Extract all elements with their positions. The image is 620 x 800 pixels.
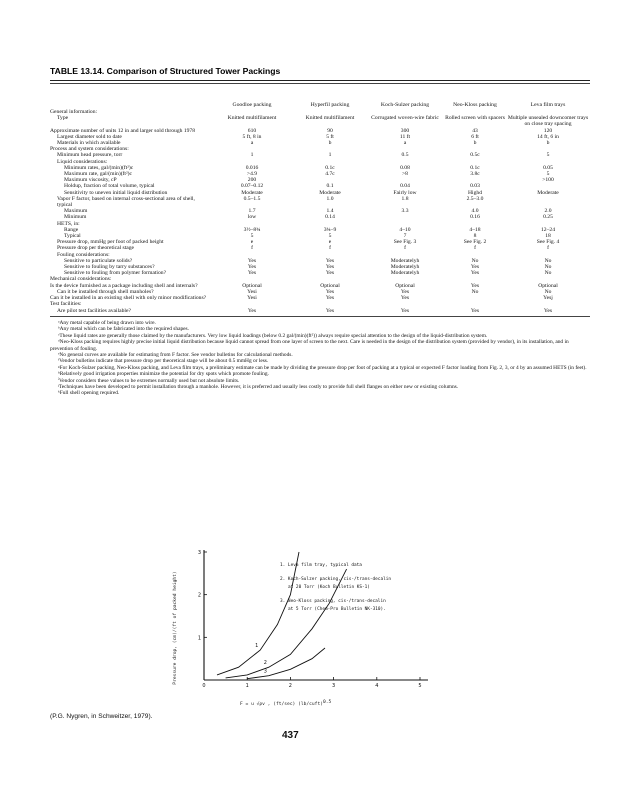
table-cell: Corrugated woven-wire fabric — [371, 115, 439, 122]
table-cell: Yes — [470, 264, 480, 271]
table-cell: 11 ft — [399, 133, 411, 140]
x-tick-label: 2 — [288, 683, 292, 689]
table-cell: 0.25 — [543, 214, 553, 221]
table-cell: Optional — [242, 282, 262, 289]
table-cell: 5 — [328, 233, 332, 240]
table-cell: 7 — [403, 233, 407, 240]
table-cell: 3¾–9 — [323, 226, 337, 233]
x-tick-label: 0 — [202, 683, 206, 689]
table-cell: 0.5c — [470, 152, 480, 159]
table-cell: a — [250, 140, 254, 147]
row-label: Holdup, fraction of total volume, typical — [64, 183, 155, 190]
table-cell: 300 — [400, 127, 410, 134]
table-cell: 0.04 — [400, 183, 410, 190]
row-label: Largest diameter sold to date — [57, 133, 122, 140]
legend-entry: 1. Leva film tray, typical data — [280, 563, 362, 568]
top-rule-inner — [50, 83, 590, 84]
table-cell: 1.7 — [248, 208, 256, 215]
row-label: HETS, in: — [57, 220, 80, 227]
table-cell: b — [473, 140, 477, 147]
row-label: Approximate number of units 12 in and larger sold through 1978 — [50, 127, 196, 134]
table-cell: a — [403, 140, 407, 147]
row-label: Pressure drop per theoretical stage — [57, 245, 135, 252]
table-cell: e — [328, 239, 332, 246]
table-cell: 4.7c — [325, 171, 335, 178]
table-cell: Yes — [247, 257, 257, 264]
table-cell: Moderatelyh — [390, 264, 420, 271]
table-cell: Optional — [538, 282, 558, 289]
table-cell: No — [544, 270, 552, 277]
packings-table — [50, 89, 590, 314]
table-cell: 5 ft, 8 in — [242, 133, 262, 140]
table-cell: 120 — [543, 127, 553, 134]
table-cell: Yes — [247, 264, 257, 271]
table-cell: 0.5–1.5 — [243, 195, 261, 202]
table-cell: 14 ft, 6 in — [537, 133, 559, 140]
row-label: Materials in which available — [57, 140, 121, 147]
table-cell: Yes — [400, 295, 410, 302]
table-cell: See Fig. 4 — [536, 239, 560, 246]
table-cell: Yes — [247, 270, 257, 277]
column-header: Neo-Kloss packing — [453, 101, 497, 108]
x-tick-label: 3 — [332, 683, 336, 689]
table-cell: 0.05 — [543, 164, 553, 171]
table-cell: f — [329, 245, 331, 252]
footnote: ʰRelatively good irrigation properties minimize the potential for dry spots which promote fouling. — [58, 371, 269, 378]
column-header: Leva film trays — [530, 101, 566, 108]
table-row — [50, 196, 590, 208]
table-body — [50, 109, 590, 314]
row-label: Type — [57, 115, 69, 122]
row-label: Maximum — [64, 208, 88, 215]
table-cell: No — [471, 257, 479, 264]
row-label: Maximum rate, gal/(min)(ft²)c — [64, 171, 133, 178]
table-cell: Yes — [470, 307, 480, 314]
table-cell: e — [250, 239, 254, 246]
table-cell: 0.16 — [470, 214, 480, 221]
table-cell: f — [474, 245, 476, 252]
footnote: ᶜThese liquid rates are generally those claimed by the manufacturers. Very low liquid loadings (below 0.2 gal/(min)(ft²)) always require special attention to the design of the liquid-distribution system. — [58, 332, 488, 339]
table-cell: 12–24 — [541, 226, 555, 233]
legend-entry: 2. Koch-Sulzer packing, cis-/trans-decalin — [280, 577, 392, 582]
table-row — [50, 308, 590, 314]
footnote: ᶠVendor bulletins indicate that pressure drop per theoretical stage will be about 0.5 mmHg or less. — [58, 358, 269, 365]
x-tick-label: 5 — [418, 683, 422, 689]
chart-frame — [204, 550, 428, 680]
table-cell: 1 — [250, 152, 254, 159]
table-cell: 0.1c — [325, 164, 335, 171]
column-header — [50, 89, 210, 109]
table-cell: Yesi — [247, 295, 257, 302]
table-cell: 43 — [472, 127, 478, 134]
source-citation: (P.G. Nygren, in Schweitzer, 1979). — [50, 713, 153, 720]
row-label: Typical — [64, 233, 81, 240]
footnote: ᵇAny metal which can be fabricated into the required shapes. — [58, 326, 189, 333]
table-cell: Yes — [543, 307, 553, 314]
row-label: Minimum head pressure, torr — [57, 152, 123, 159]
curve-label: 1 — [255, 643, 259, 650]
table-cell: 18 — [545, 233, 551, 240]
table-cell: 3.8c — [470, 171, 480, 178]
column-header: Goodloe packing — [232, 101, 272, 108]
table-cell: Yes — [325, 264, 335, 271]
table-cell: Yes — [325, 288, 335, 295]
row-label: Can it be installed in an existing shell with only minor modifications? — [50, 295, 207, 302]
table-title: TABLE 13.14. Comparison of Structured Tower Packings — [50, 66, 281, 76]
table-cell: 6 ft — [471, 133, 479, 140]
table-cell: 0.14 — [325, 214, 335, 221]
page-number: 437 — [282, 730, 299, 741]
column-header: Hyperfil packing — [310, 101, 350, 108]
row-label: Sensitive to fouling by tarry substances? — [64, 264, 155, 271]
top-rule — [50, 80, 590, 81]
chart-ticks — [198, 550, 422, 689]
table-cell: Yes — [470, 282, 480, 289]
table-cell: No — [471, 288, 479, 295]
row-label: Is the device furnished as a package including shell and internals? — [50, 282, 198, 289]
y-tick-label: 1 — [197, 635, 201, 642]
footnote: ʲTechniques have been developed to permit installation through a manhole. However, it is preferred and usually less costly to provide full shell flanges on either new or existing columns. — [58, 384, 459, 391]
row-label: Are pilot test facilities available? — [57, 307, 131, 314]
table-cell: 0.1 — [326, 183, 334, 190]
table-cell: Yesj — [543, 295, 553, 302]
table-cell: Optional — [320, 282, 340, 289]
table-cell: b — [328, 140, 332, 147]
table-cell: Moderatelyh — [390, 270, 420, 277]
table-cell: >8 — [402, 171, 408, 178]
chart-curves — [217, 552, 347, 679]
table-cell: 200 — [247, 177, 257, 184]
table-cell — [506, 196, 590, 208]
table-cell: Moderatelyh — [390, 257, 420, 264]
table-cell: 0.1c — [470, 164, 480, 171]
column-header: Koch-Sulzer packing — [380, 101, 430, 108]
table-cell: 2.5–3.0 — [466, 195, 484, 202]
table-cell: No — [544, 288, 552, 295]
row-label: Sensitive to fouling from polymer formation? — [64, 270, 167, 277]
table-cell: 5 — [546, 171, 550, 178]
footnote: ⁱVendor considers these values to be extremes normally used but not absolute limits. — [58, 377, 240, 384]
footnote: ᵍFor Koch-Sulzer packing, Neo-Kloss packing, and Leva film trays, a preliminary estimate can be made by dividing the pressure drop per foot of packing at a typical or expected F factor loading from Fig. 2, 3, or 4 by an assumed HETS (in feet). — [58, 364, 587, 371]
table-cell: Yes — [400, 288, 410, 295]
table-cell: 1 — [328, 152, 332, 159]
row-label: Mechanical considerations: — [50, 276, 112, 283]
legend-entry: at 5 Torr (Chem-Pro Bulletin NK-310). — [288, 607, 386, 612]
row-label: Maximum viscosity, cP — [64, 177, 117, 184]
table-cell: See Fig. 2 — [463, 239, 487, 246]
table-cell: 4.0 — [471, 208, 479, 215]
table-cell: Fairly low — [393, 189, 417, 196]
footnote: ᵏFull shell opening required. — [58, 390, 120, 397]
table-cell: 0.016 — [245, 164, 259, 171]
table-cell: Knitted multifilament — [227, 115, 277, 122]
table-cell: 0.08 — [400, 164, 410, 171]
table-cell: Knitted multifilament — [305, 115, 355, 122]
row-label: Sensitivity to uneven initial liquid distribution — [64, 189, 168, 196]
table-cell: Yes — [325, 307, 335, 314]
table-cell: 3½–8¾ — [243, 226, 261, 233]
table-cell: Yes — [247, 307, 257, 314]
row-label: Process and system considerations: — [50, 146, 129, 153]
curve-label: 3 — [263, 668, 267, 675]
table-cell: 0.03 — [470, 183, 480, 190]
table-cell: 2.0 — [544, 208, 552, 215]
row-label: Can it be installed through shell manholes? — [57, 288, 154, 295]
table-cell: Moderate — [241, 189, 263, 196]
chart-legend — [280, 562, 391, 612]
footnote: ᵈNeo-Kloss packing requires highly precise initial liquid distribution because liquid cannot spread from one layer of screen to the next. Care is needed in the design of the distribution system (provided by vendor), in its installation, and in prevention of fouling. — [50, 339, 569, 352]
table-cell: 8 — [473, 233, 477, 240]
table-cell: Optional — [395, 282, 415, 289]
row-label: Fouling considerations: — [57, 251, 110, 258]
table-cell: 1.4 — [326, 208, 334, 215]
table-cell: 610 — [247, 127, 257, 134]
x-tick-label: 4 — [375, 683, 379, 689]
table-cell: Highd — [468, 189, 482, 196]
bottom-rule — [50, 316, 590, 317]
table-cell: 1.0 — [326, 195, 334, 202]
table-cell: 4–18 — [469, 226, 481, 233]
row-label: General information: — [50, 109, 98, 115]
table-cell: 90 — [327, 127, 333, 134]
table-cell: f — [251, 245, 253, 252]
footnote: ᵃAny metal capable of being drawn into wire. — [58, 320, 156, 326]
table-cell: 5 — [250, 233, 254, 240]
table-row — [50, 115, 590, 127]
table-cell: 5 ft — [326, 133, 334, 140]
table-cell: f — [404, 245, 406, 252]
table-cell: >4.9 — [246, 171, 258, 178]
x-tick-label: 1 — [245, 683, 249, 689]
table-cell: Yes — [325, 295, 335, 302]
table-cell: Yes — [400, 307, 410, 314]
table-cell: >100 — [542, 177, 554, 184]
series-line — [247, 648, 325, 679]
row-label: Test facilities: — [50, 301, 82, 308]
pressure-drop-chart — [170, 540, 440, 710]
legend-entry: 3. Neo-Kloss packing, cis-/trans-decalin — [280, 599, 386, 604]
footnotes — [50, 320, 590, 397]
chart-ylabel: Pressure drop, (cm)/(ft of packed height) — [173, 571, 178, 685]
table-cell: Moderate — [537, 189, 559, 196]
table-cell: b — [546, 140, 550, 147]
table-header-row — [50, 89, 590, 109]
table-cell: Yes — [325, 257, 335, 264]
table-cell: 3.3 — [401, 208, 409, 215]
table-cell: Yes — [325, 270, 335, 277]
row-label: Minimum — [64, 214, 87, 221]
table-cell: 0.5 — [401, 152, 409, 159]
row-label: Minimum rates, gal/(min)(ft²)c — [64, 164, 134, 171]
table-cell: Rolled screen with spacers — [445, 115, 505, 122]
table-cell: 5 — [546, 152, 550, 159]
table-cell: 4–10 — [399, 226, 411, 233]
table-cell: No — [544, 264, 552, 271]
row-label: Range — [64, 226, 79, 233]
table-cell: No — [544, 257, 552, 264]
table-cell: See Fig. 3 — [393, 239, 417, 246]
y-tick-label: 3 — [197, 550, 201, 556]
legend-entry: at 20 Torr (Koch Bulletin KS-1) — [288, 585, 370, 590]
row-label: Vapor F factor, based on internal cross-sectional area of shell, typical — [57, 195, 195, 209]
table-cell: Yes — [470, 270, 480, 277]
y-tick-label: 2 — [197, 592, 201, 599]
row-label: Liquid considerations: — [57, 158, 108, 165]
table-cell: 1.8 — [401, 195, 409, 202]
table-cell: Yesi — [247, 288, 257, 295]
footnote: ᵉNo general curves are available for estimating from F factor. See vendor bulletins for calculational methods. — [58, 352, 293, 359]
row-label: Sensitive to particulate solids? — [64, 257, 133, 264]
table-cell: Moderate — [319, 189, 341, 196]
table-cell: low — [247, 214, 257, 221]
curve-label: 2 — [263, 660, 267, 667]
chart-xlabel: F = u √ρv , (ft/sec) (lb/cuft)0.5 — [240, 700, 332, 707]
table-cell: Multiple unsealed downcomer trays on close tray spacing — [507, 115, 589, 128]
row-label: Pressure drop, mmHg per foot of packed height — [57, 239, 164, 246]
table-cell: 0.07–0.12 — [240, 183, 264, 190]
table-cell: f — [547, 245, 549, 252]
